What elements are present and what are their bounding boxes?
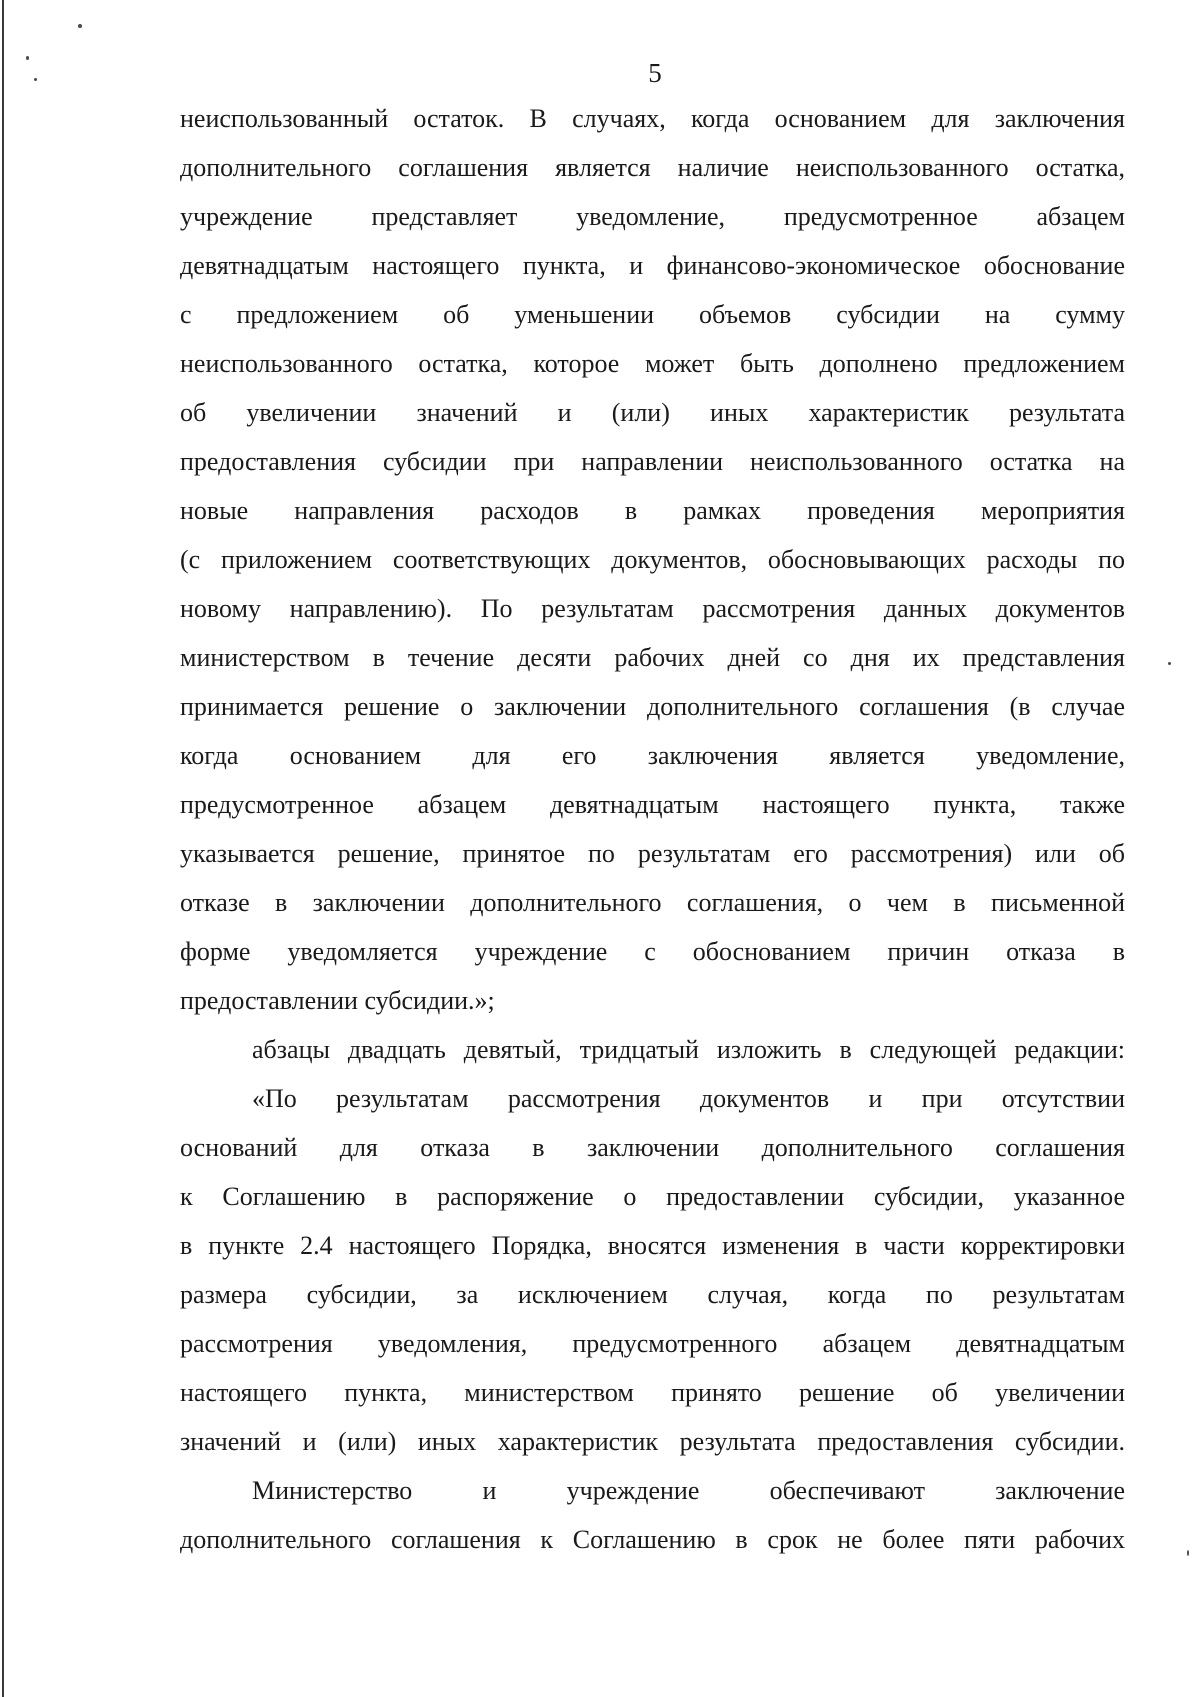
- text-line: форме уведомляется учреждение с обоснованием причин отказа в: [180, 937, 1125, 966]
- text-line: «По результатам рассмотрения документов и при отсутствии: [252, 1084, 1125, 1113]
- text-line: указывается решение, принятое по результатам его рассмотрения) или об: [180, 839, 1125, 868]
- text-line: значений и (или) иных характеристик результата предоставления субсидии.: [180, 1427, 1125, 1456]
- text-line: учреждение представляет уведомление, предусмотренное абзацем: [180, 202, 1125, 231]
- document-body: [180, 94, 1125, 1564]
- text-line: министерством в течение десяти рабочих дней со дня их представления: [180, 643, 1125, 672]
- text-line: отказе в заключении дополнительного соглашения, о чем в письменной: [180, 888, 1125, 917]
- text-line: новому направлению). По результатам рассмотрения данных документов: [180, 594, 1125, 623]
- scan-speck: [78, 24, 82, 28]
- text-line: настоящего пункта, министерством принято решение об увеличении: [180, 1378, 1125, 1407]
- page-number: 5: [648, 58, 662, 88]
- text-line: неиспользованного остатка, которое может быть дополнено предложением: [180, 349, 1125, 378]
- text-line: предусмотренное абзацем девятнадцатым настоящего пункта, также: [180, 790, 1125, 819]
- text-line: к Соглашению в распоряжение о предоставлении субсидии, указанное: [180, 1182, 1125, 1211]
- text-line: в пункте 2.4 настоящего Порядка, вносятся изменения в части корректировки: [180, 1231, 1125, 1260]
- text-line: предоставления субсидии при направлении неиспользованного остатка на: [180, 447, 1125, 476]
- text-line: об увеличении значений и (или) иных характеристик результата: [180, 398, 1125, 427]
- text-line: (с приложением соответствующих документов, обосновывающих расходы по: [180, 545, 1125, 574]
- text-line: новые направления расходов в рамках проведения мероприятия: [180, 496, 1125, 525]
- text-line: когда основанием для его заключения является уведомление,: [180, 741, 1125, 770]
- text-line: девятнадцатым настоящего пункта, и финансово-экономическое обоснование: [180, 251, 1125, 280]
- scan-speck: [1168, 662, 1171, 665]
- text-line: предоставлении субсидии.»;: [180, 986, 495, 1015]
- text-line: размера субсидии, за исключением случая, когда по результатам: [180, 1280, 1125, 1309]
- text-line: оснований для отказа в заключении дополнительного соглашения: [180, 1133, 1125, 1162]
- text-line: принимается решение о заключении дополнительного соглашения (в случае: [180, 692, 1125, 721]
- scan-left-edge: [2, 0, 4, 1697]
- text-line: дополнительного соглашения является наличие неиспользованного остатка,: [180, 153, 1125, 182]
- text-line: Министерство и учреждение обеспечивают заключение: [252, 1476, 1125, 1505]
- text-line: неиспользованный остаток. В случаях, когда основанием для заключения: [180, 104, 1125, 133]
- text-line: рассмотрения уведомления, предусмотренного абзацем девятнадцатым: [180, 1329, 1125, 1358]
- text-line: дополнительного соглашения к Соглашению в срок не более пяти рабочих: [180, 1525, 1125, 1554]
- text-line: абзацы двадцать девятый, тридцатый изложить в следующей редакции:: [252, 1035, 1125, 1064]
- scan-speck: [1187, 1550, 1189, 1556]
- text-line: с предложением об уменьшении объемов субсидии на сумму: [180, 300, 1125, 329]
